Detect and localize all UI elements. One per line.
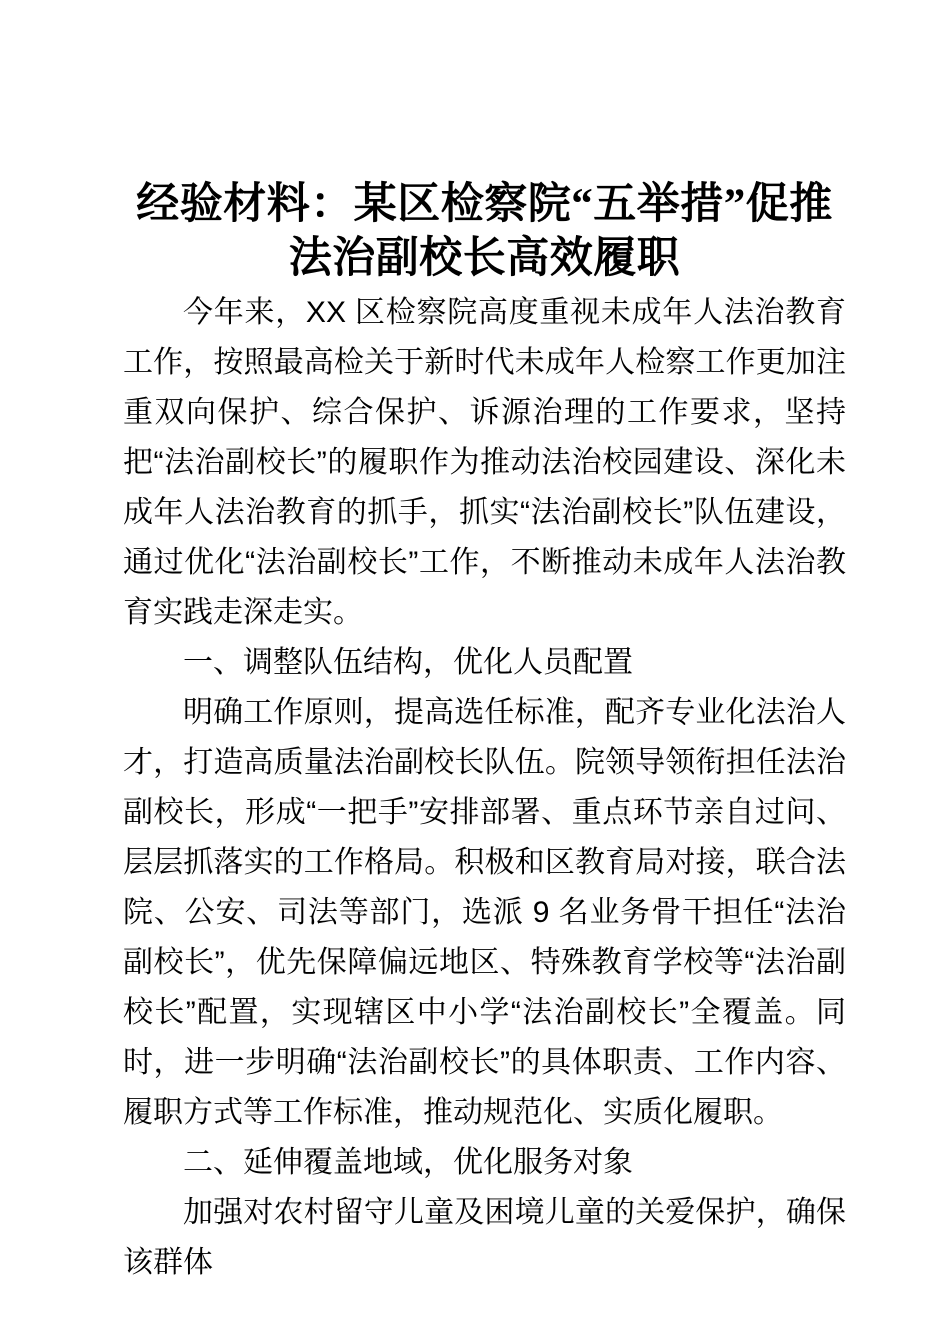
paragraph-section-2: 加强对农村留守儿童及困境儿童的关爱保护，确保该群体 bbox=[123, 1196, 846, 1279]
section-heading-2: 二、延伸覆盖地域，优化服务对象 bbox=[183, 1146, 633, 1179]
document-body bbox=[123, 288, 846, 1288]
paragraph-intro: 今年来，XX 区检察院高度重视未成年人法治教育工作，按照最高检关于新时代未成年人检察工作更加注重双向保护、综合保护、诉源治理的工作要求，坚持把“法治副校长”的履职作为推动法治校园建设、深化未成年人法治教育的抓手，抓实“法治副校长”队伍建设，通过优化“法治副校长”工作，不断推动未成年人法治教育实践走深走实。 bbox=[123, 296, 846, 629]
section-heading-1: 一、调整队伍结构，优化人员配置 bbox=[183, 646, 633, 679]
document-title: 经验材料：某区检察院“五举措”促推法治副校长高效履职 bbox=[136, 181, 833, 282]
paragraph-section-1: 明确工作原则，提高选任标准，配齐专业化法治人才，打造高质量法治副校长队伍。院领导领衔担任法治副校长，形成“一把手”安排部署、重点环节亲自过问、层层抓落实的工作格局。积极和区教育局对接，联合法院、公安、司法等部门，选派 9 名业务骨干担任“法治副校长”，优先保障偏远地区、特殊教育学校等“法治副校长”配置，实现辖区中小学“法治副校长”全覆盖。同时，进一步明确“法治副校长”的具体职责、工作内容、履职方式等工作标准，推动规范化、实质化履职。 bbox=[123, 696, 846, 1129]
